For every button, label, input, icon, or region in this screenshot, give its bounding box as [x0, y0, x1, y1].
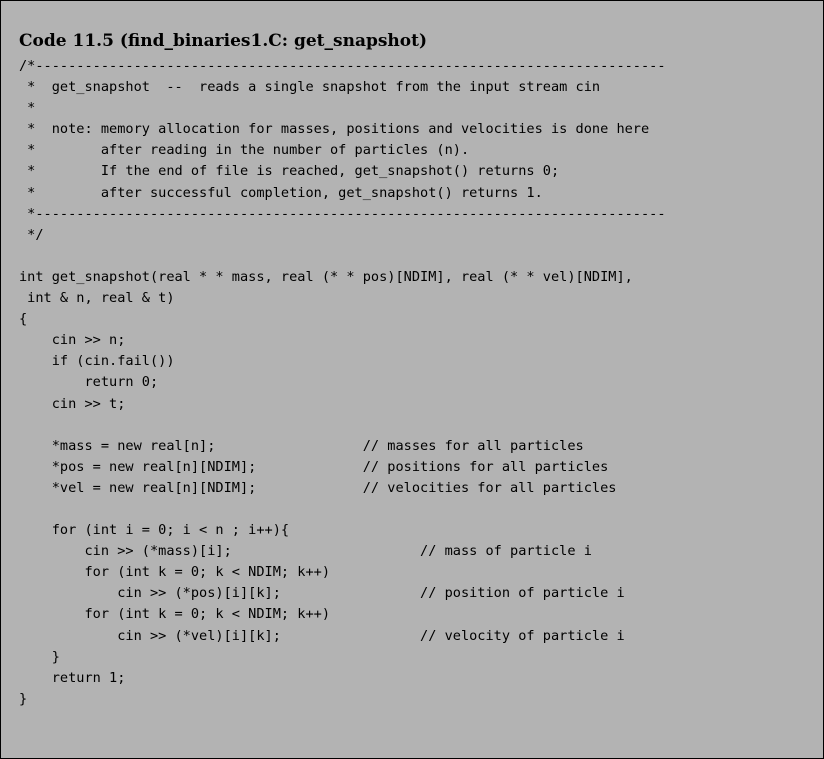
code-line: /*-----------------------------------------------------------------------------: [19, 58, 666, 74]
code-line: */: [19, 226, 44, 243]
code-line: for (int k = 0; k < NDIM; k++): [19, 564, 330, 581]
code-line: [19, 499, 666, 520]
code-line: *: [19, 100, 36, 117]
code-line: for (int k = 0; k < NDIM; k++): [19, 606, 330, 623]
code-line: *pos = new real[n][NDIM]; // positions for all particles: [19, 458, 609, 475]
code-line: * after reading in the number of particles (n).: [19, 142, 470, 159]
code-line: if (cin.fail()): [19, 353, 175, 370]
code-line: for (int i = 0; i < n ; i++){: [19, 522, 290, 539]
code-line: [19, 415, 666, 436]
code-line: cin >> (*pos)[i][k]; // position of particle i: [19, 585, 625, 602]
code-block: [19, 56, 666, 710]
code-line: int & n, real & t): [19, 290, 175, 307]
listing-caption: Code 11.5 (find_binaries1.C: get_snapshot): [19, 31, 428, 51]
code-line: [19, 246, 666, 267]
code-line: return 1;: [19, 669, 126, 686]
code-line: cin >> (*mass)[i]; // mass of particle i: [19, 543, 592, 560]
code-line: * If the end of file is reached, get_snapshot() returns 0;: [19, 163, 560, 180]
code-line: * note: memory allocation for masses, positions and velocities is done here: [19, 121, 650, 138]
code-line: {: [19, 311, 28, 328]
code-line: *-----------------------------------------------------------------------------: [19, 205, 666, 222]
code-line: *mass = new real[n]; // masses for all particles: [19, 437, 584, 454]
code-line: cin >> (*vel)[i][k]; // velocity of particle i: [19, 627, 625, 644]
code-line: cin >> n;: [19, 332, 126, 349]
code-line: cin >> t;: [19, 395, 126, 412]
code-line: }: [19, 690, 28, 707]
code-line: }: [19, 648, 60, 665]
code-line: * after successful completion, get_snapshot() returns 1.: [19, 184, 543, 201]
code-line: int get_snapshot(real * * mass, real (* * pos)[NDIM], real (* * vel)[NDIM],: [19, 268, 633, 285]
code-line: return 0;: [19, 374, 159, 391]
code-line: *vel = new real[n][NDIM]; // velocities for all particles: [19, 479, 617, 496]
code-line: * get_snapshot -- reads a single snapshot from the input stream cin: [19, 79, 601, 96]
